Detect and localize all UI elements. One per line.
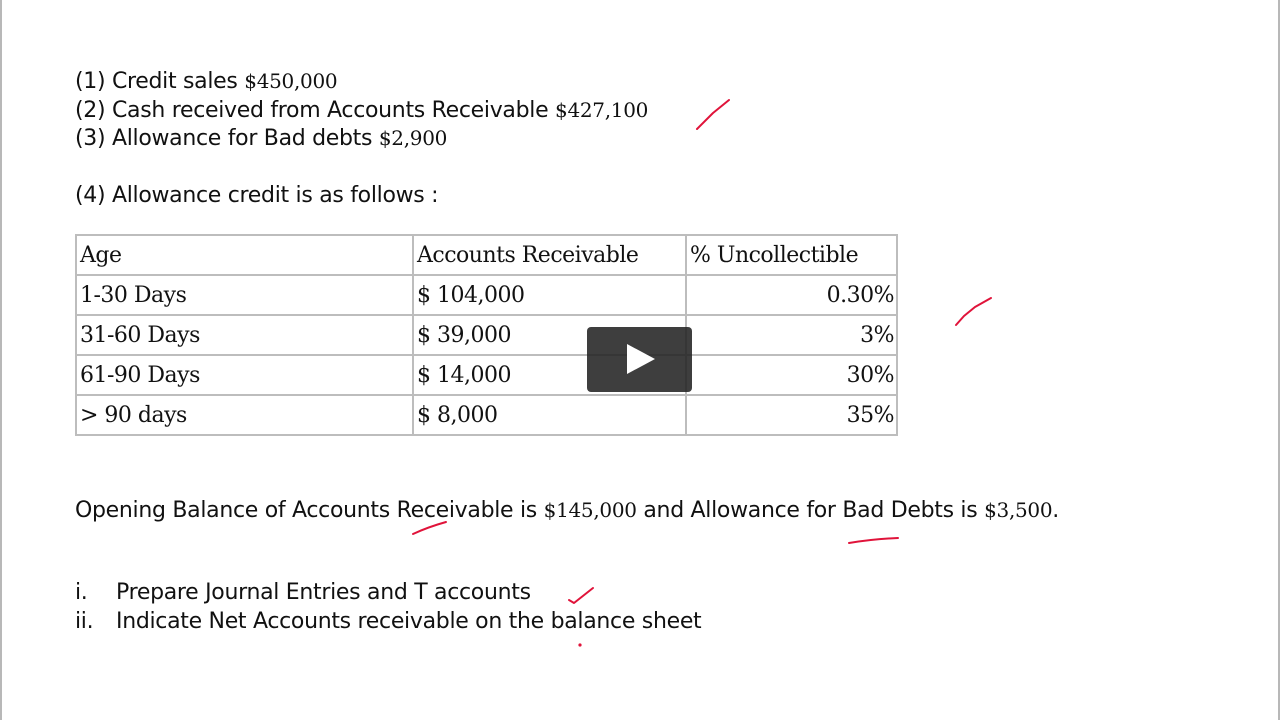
header-accounts-receivable: Accounts Receivable bbox=[413, 235, 686, 275]
question-marker: ii. bbox=[75, 609, 94, 634]
underline-allowance bbox=[849, 538, 898, 543]
cell-uncollectible: 0.30% bbox=[686, 275, 897, 315]
opening-ar-amount: $145,000 bbox=[543, 498, 637, 522]
tick-mark-2 bbox=[956, 298, 991, 325]
line-amount: $450,000 bbox=[244, 69, 338, 93]
line-label: (2) Cash received from Accounts Receivable bbox=[75, 98, 556, 123]
header-age: Age bbox=[76, 235, 413, 275]
question-text: Prepare Journal Entries and T accounts bbox=[116, 580, 531, 605]
cell-age: > 90 days bbox=[76, 395, 413, 435]
cell-age: 31-60 Days bbox=[76, 315, 413, 355]
cell-uncollectible: 3% bbox=[686, 315, 897, 355]
cell-receivable: $ 39,000 bbox=[413, 315, 686, 355]
question-marker: i. bbox=[75, 580, 88, 605]
cell-uncollectible: 35% bbox=[686, 395, 897, 435]
opening-allowance-amount: $3,500 bbox=[984, 498, 1053, 522]
line-amount: $427,100 bbox=[555, 98, 649, 122]
cell-receivable: $ 14,000 bbox=[413, 355, 686, 395]
tick-mark-1 bbox=[697, 100, 729, 129]
cell-age: 1-30 Days bbox=[76, 275, 413, 315]
pen-dot bbox=[578, 643, 581, 646]
cell-receivable: $ 8,000 bbox=[413, 395, 686, 435]
line-label: (3) Allowance for Bad debts bbox=[75, 126, 379, 151]
cell-age: 61-90 Days bbox=[76, 355, 413, 395]
underline-receivable bbox=[413, 522, 446, 534]
cell-receivable: $ 104,000 bbox=[413, 275, 686, 315]
play-button[interactable] bbox=[587, 327, 692, 392]
question-text: Indicate Net Accounts receivable on the balance sheet bbox=[116, 609, 702, 634]
line-label: (1) Credit sales bbox=[75, 69, 245, 94]
opening-text-part: . bbox=[1052, 498, 1059, 523]
line-amount: $2,900 bbox=[378, 126, 448, 150]
opening-text-part: Opening Balance of Accounts Receivable is bbox=[75, 498, 544, 523]
cell-uncollectible: 30% bbox=[686, 355, 897, 395]
header-uncollectible: % Uncollectible bbox=[686, 235, 897, 275]
check-mark-3 bbox=[569, 588, 593, 603]
opening-text-part: and Allowance for Bad Debts is bbox=[636, 498, 985, 523]
play-icon bbox=[627, 344, 655, 374]
line-label: (4) Allowance credit is as follows : bbox=[75, 183, 439, 208]
